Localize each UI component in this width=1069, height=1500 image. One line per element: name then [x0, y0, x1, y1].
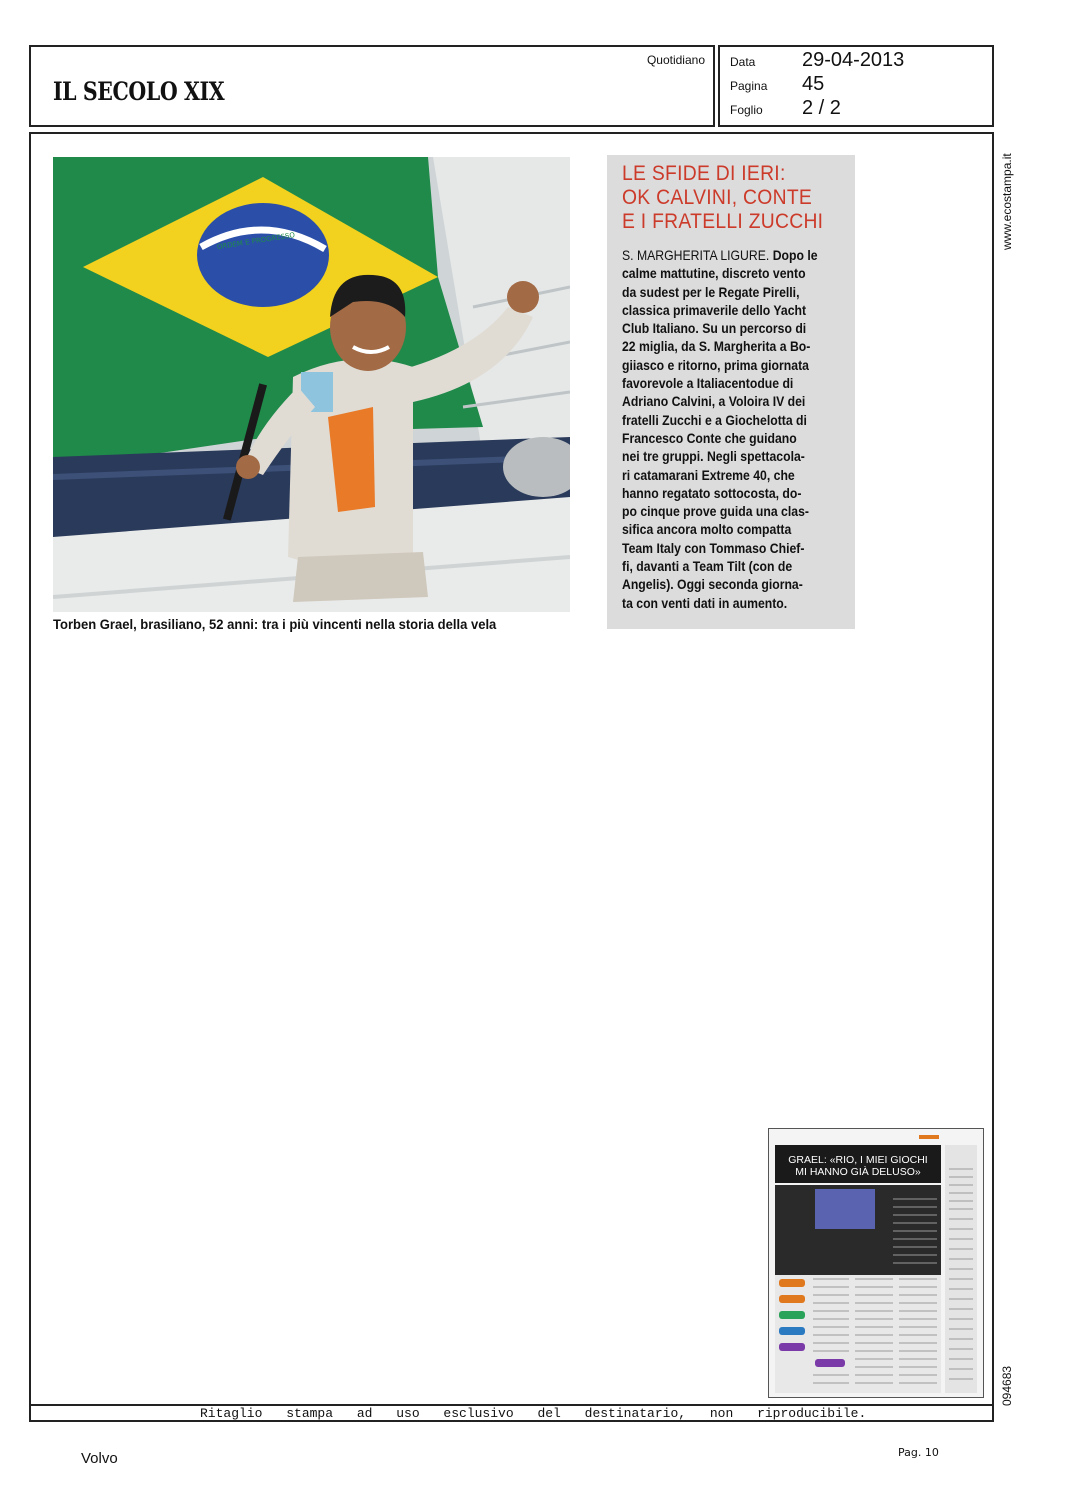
body-line: ri catamarani Extreme 40, che: [622, 467, 795, 483]
page-label: Pagina: [730, 79, 768, 93]
dateline: S. MARGHERITA LIGURE.: [622, 248, 770, 263]
body-line: Adriano Calvini, a Voloira IV dei: [622, 394, 806, 410]
body-line: sifica ancora molto compatta: [622, 522, 792, 538]
ecostampa-url[interactable]: www.ecostampa.it: [1000, 153, 1014, 250]
article-photo: [53, 157, 570, 612]
body-line: nei tre gruppi. Negli spettacola-: [622, 449, 805, 465]
page-thumbnail: [768, 1128, 984, 1398]
date-label: Data: [730, 55, 756, 69]
body-line: S. MARGHERITA LIGURE. Dopo le: [622, 248, 818, 263]
headline-line: E I FRATELLI ZUCCHI: [622, 210, 824, 233]
body-line: hanno regatato sottocosta, do-: [622, 485, 802, 501]
sidebar-body: [622, 247, 848, 613]
body-line: Francesco Conte che guidano: [622, 430, 797, 446]
sheet-value: 2 / 2: [802, 97, 841, 119]
body-line: calme mattutine, discreto vento: [622, 266, 806, 282]
publication-type: Quotidiano: [646, 53, 705, 67]
clipping-code: 094683: [1000, 1365, 1014, 1406]
clipping-notice: Ritaglio stampa ad uso esclusivo del destinatario, non riproducibile.: [200, 1406, 867, 1421]
body-line: ta con venti dati in aumento.: [622, 595, 788, 611]
sailor-flag-illustration: [53, 157, 570, 612]
issue-info-box: [718, 45, 994, 127]
flag-motto: ORDEM E PROGRESSO: [216, 231, 296, 252]
headline-line: LE SFIDE DI IERI:: [622, 162, 786, 185]
footer-page-number: Pag. 10: [898, 1446, 939, 1459]
thumb-headline-1: GRAEL: «RIO, I MIEI GIOCHI: [788, 1154, 928, 1166]
body-line: Team Italy con Tommaso Chief-: [622, 540, 805, 556]
date-value: 29-04-2013: [802, 49, 905, 71]
footer-client: Volvo: [81, 1450, 118, 1467]
page-value: 45: [802, 73, 825, 95]
photo-caption: Torben Grael, brasiliano, 52 anni: tra i più vincenti nella storia della vela: [53, 616, 497, 632]
flag-globe: [197, 203, 329, 307]
body-line: Angelis). Oggi seconda giorna-: [622, 577, 803, 593]
body-line: 22 miglia, da S. Margherita a Bo-: [622, 339, 811, 355]
headline-line: OK CALVINI, CONTE: [622, 186, 813, 209]
thumb-headline-2: MI HANNO GIÀ DELUSO»: [795, 1166, 921, 1178]
masthead-box: [29, 45, 715, 127]
body-line: giiasco e ritorno, prima giornata: [622, 357, 809, 373]
body-line: fratelli Zucchi e a Giochelotta di: [622, 412, 807, 428]
thumbnail-page-preview: [769, 1129, 983, 1397]
body-line: classica primaverile dello Yacht: [622, 302, 807, 318]
body-line: fi, davanti a Team Tilt (con de: [622, 559, 793, 575]
body-line: da sudest per le Regate Pirelli,: [622, 284, 800, 300]
newspaper-logo: IL SECOLO XIX: [53, 77, 225, 106]
sidebar-article: [607, 155, 855, 629]
body-line: favorevole a Italiacentodue di: [622, 376, 794, 392]
sidebar-headline: [622, 162, 832, 234]
sheet-label: Foglio: [730, 103, 763, 117]
body-line: po cinque prove guida una clas-: [622, 504, 809, 520]
body-line: Club Italiano. Su un percorso di: [622, 321, 807, 337]
